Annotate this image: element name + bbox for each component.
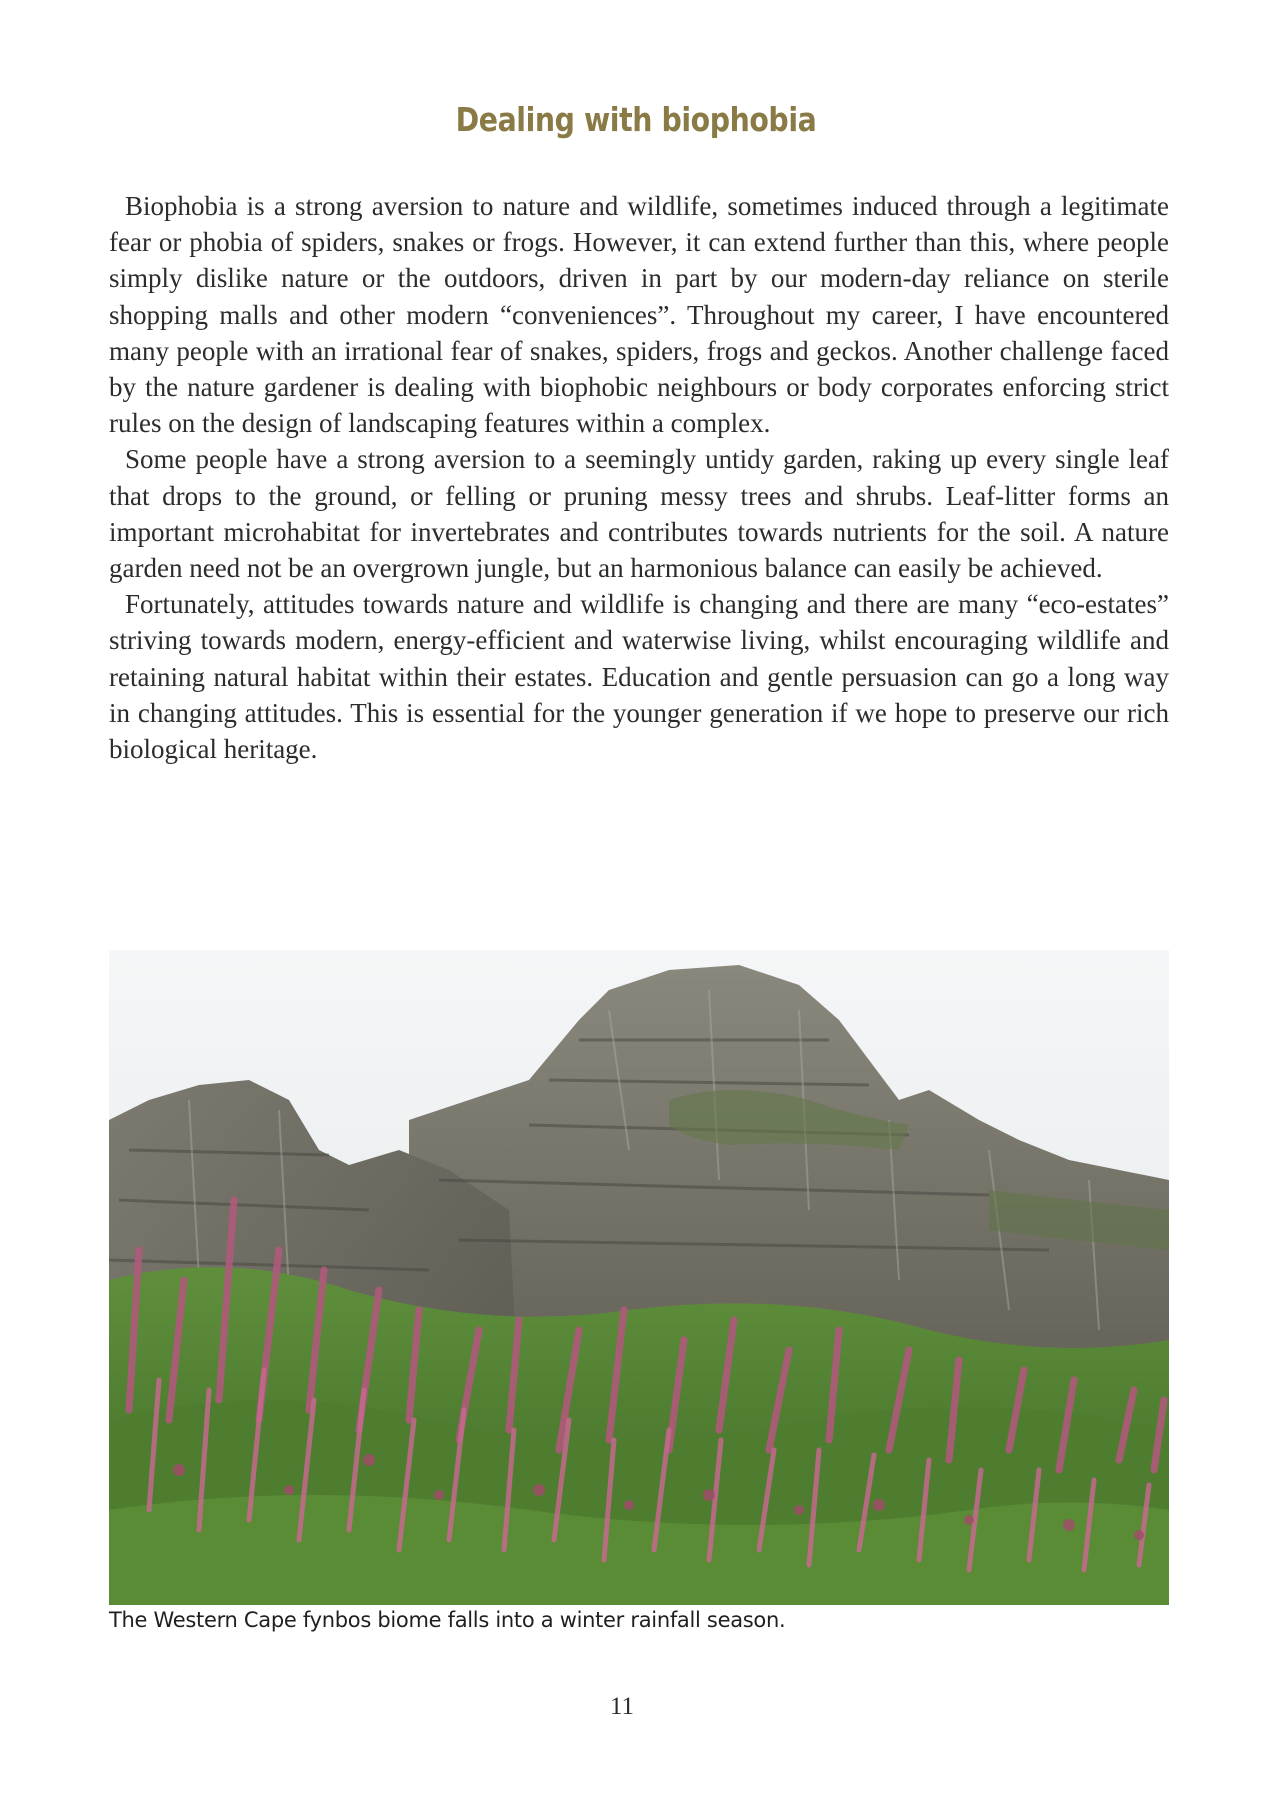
paragraph-1: Biophobia is a strong aversion to nature and wildlife, sometimes induced through a legitimate fear or phobia of spiders, snakes or frogs. However, it can extend further than this, where people simply dislike nature or the outdoors, driven in part by our modern-day reliance on sterile shopping malls and other modern “conveniences”. Throughout my career, I have encountered many people with an irrational fear of snakes, spiders, frogs and geckos. Another challenge faced by the nature gardener is dealing with biophobic neighbours or body corporates enforcing strict rules on the design of landscaping features within a complex. (109, 191, 1169, 439)
body-text (109, 188, 1169, 767)
mountain-fynbos-photo (109, 950, 1169, 1605)
page-number: 11 (609, 1693, 635, 1720)
page-title: Dealing with biophobia (455, 100, 817, 139)
paragraph-2: Some people have a strong aversion to a seemingly untidy garden, raking up every single leaf that drops to the ground, or felling or pruning messy trees and shrubs. Leaf-litter forms an important microhabitat for invertebrates and contributes towards nutrients for the soil. A nature garden need not be an overgrown jungle, but an harmonious balance can easily be achieved. (109, 444, 1169, 584)
paragraph-3: Fortunately, attitudes towards nature and wildlife is changing and there are many “eco-estates” striving towards modern, energy-efficient and waterwise living, whilst encouraging wildlife and retaining natural habitat within their estates. Education and gentle persuasion can go a long way in changing attitudes. This is essential for the younger generation if we hope to preserve our rich biological heritage. (109, 589, 1169, 765)
photo-caption: The Western Cape fynbos biome falls into a winter rainfall season. (109, 1608, 786, 1632)
